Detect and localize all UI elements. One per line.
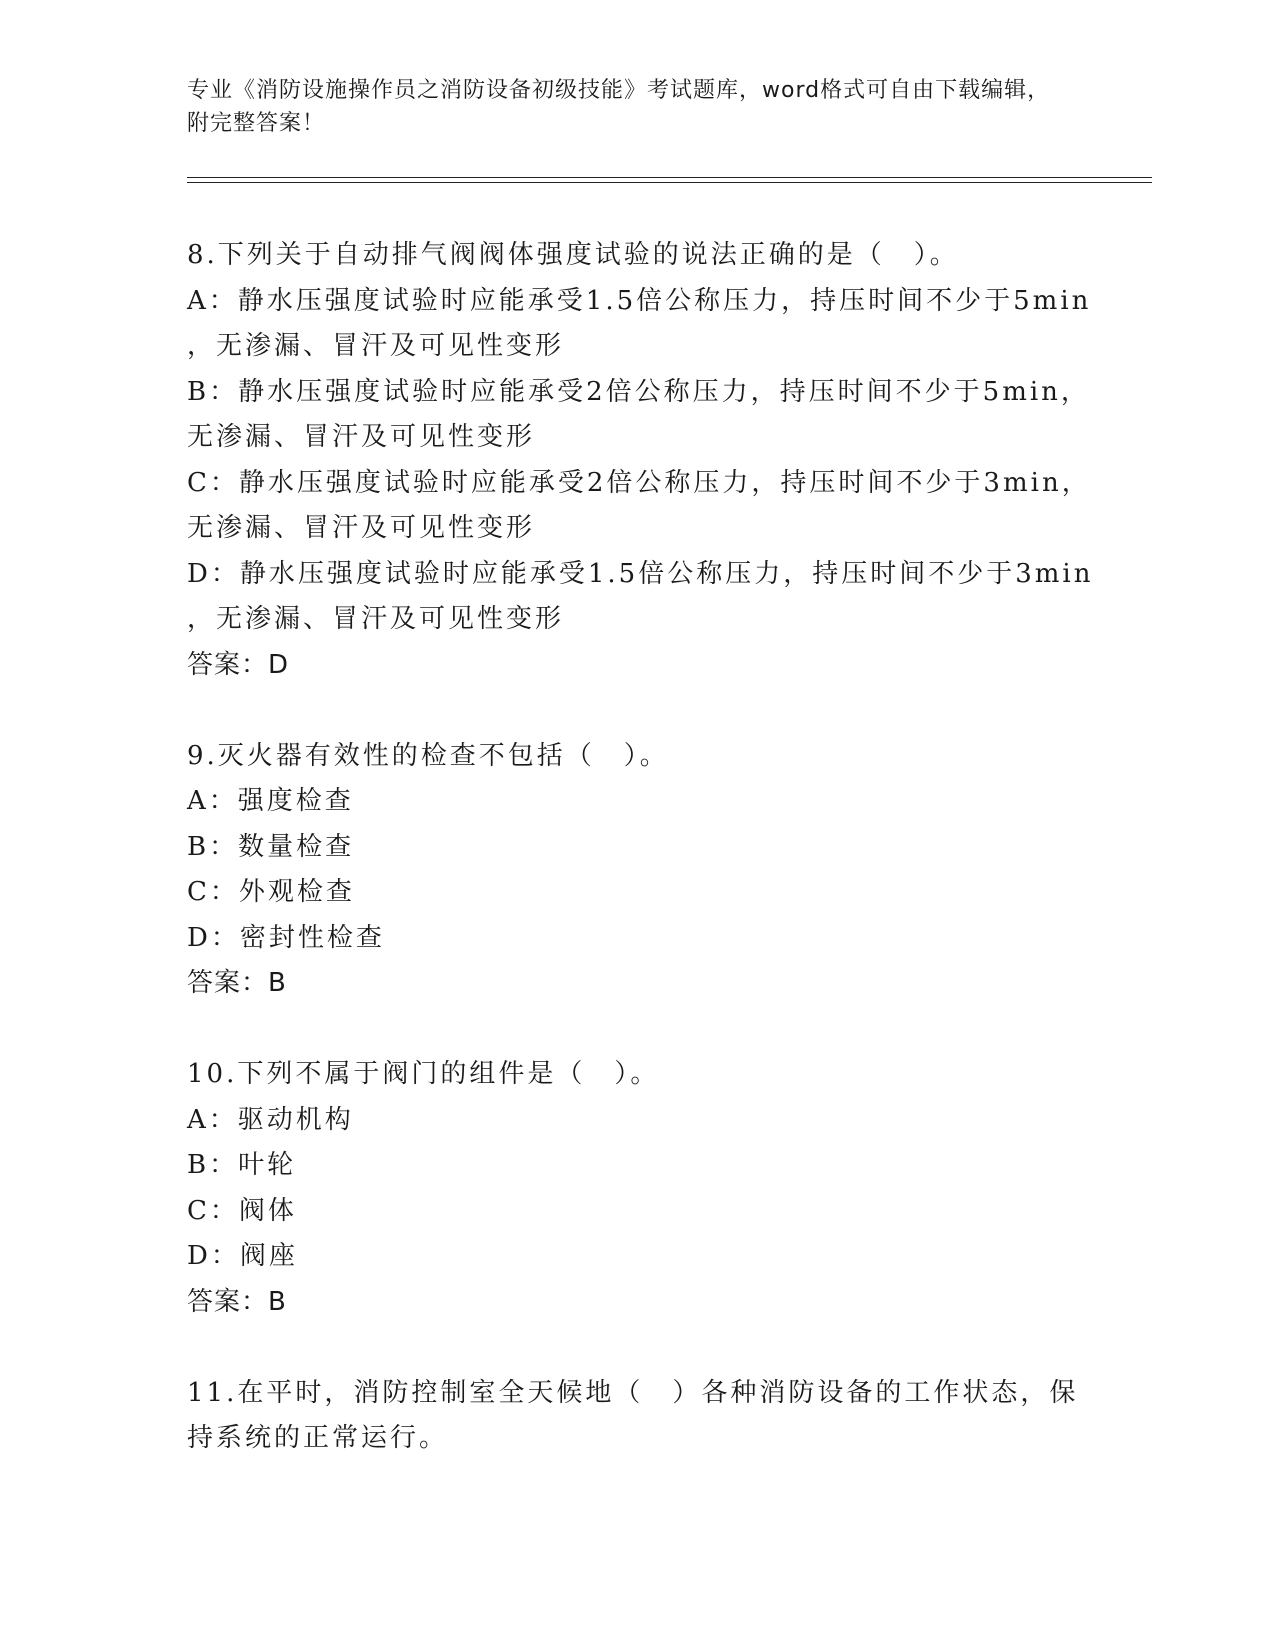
spacer <box>187 688 1107 734</box>
answer: 答案：D <box>187 649 290 680</box>
option-a: A：驱动机构 <box>187 1104 354 1135</box>
question-9 <box>187 734 1107 1007</box>
option-d: D：静水压强度试验时应能承受1.5倍公称压力，持压时间不少于3min ，无渗漏、冒汗及可见性变形 <box>187 558 1094 634</box>
question-stem-continued: 持系统的正常运行。 <box>187 1423 449 1453</box>
option-d: D：阀座 <box>187 1241 298 1271</box>
document-header <box>187 74 1067 140</box>
question-10 <box>187 1052 1107 1325</box>
question-stem: 10.下列不属于阀门的组件是（ ）。 <box>187 1059 660 1089</box>
option-c: C：阀体 <box>187 1195 297 1226</box>
option-a: A：强度检查 <box>187 786 354 816</box>
spacer <box>187 1007 1107 1053</box>
question-list <box>187 233 1107 1462</box>
option-b: B：叶轮 <box>187 1150 297 1180</box>
question-stem: 11.在平时，消防控制室全天候地（ ）各种消防设备的工作状态，保 <box>187 1377 1079 1408</box>
option-b: B：静水压强度试验时应能承受2倍公称压力，持压时间不少于5min， 无渗漏、冒汗及可见性变形 <box>187 376 1090 452</box>
option-b: B：数量检查 <box>187 831 355 862</box>
option-c: C：外观检查 <box>187 877 355 907</box>
option-c: C：静水压强度试验时应能承受2倍公称压力，持压时间不少于3min， 无渗漏、冒汗及可见性变形 <box>187 467 1091 543</box>
header-description: 专业《消防设施操作员之消防设备初级技能》考试题库，word格式可自由下载编辑，附完整答案！ <box>187 78 1051 136</box>
question-stem: 9.灭火器有效性的检查不包括（ ）。 <box>187 740 669 771</box>
question-stem: 8.下列关于自动排气阀阀体强度试验的说法正确的是（ ）。 <box>187 240 959 270</box>
question-8 <box>187 233 1107 688</box>
spacer <box>187 1325 1107 1371</box>
header-divider-top <box>187 177 1152 178</box>
option-d: D：密封性检查 <box>187 922 385 953</box>
answer: 答案：B <box>187 968 287 998</box>
option-a: A：静水压强度试验时应能承受1.5倍公称压力，持压时间不少于5min ，无渗漏、冒汗及可见性变形 <box>187 285 1092 361</box>
question-11 <box>187 1371 1107 1462</box>
answer: 答案：B <box>187 1286 287 1317</box>
header-divider-bottom <box>187 182 1152 183</box>
